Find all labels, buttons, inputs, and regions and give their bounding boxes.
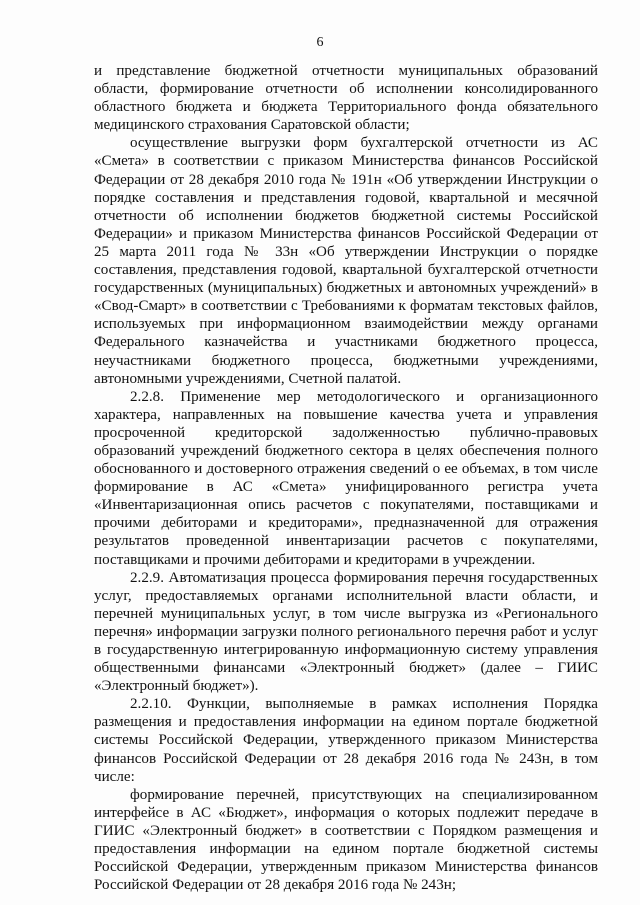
paragraph-list-formation: формирование перечней, присутствующих на специализированном интерфейсе в АС «Бюджет», информация о которых подлежит передаче в ГИИС «Электронный бюджет» в соответствии с Порядком размещения и предоставления информации на едином портале бюджетной системы Российской Федерации, утвержденным приказом Министерства финансов Российской Федерации от 28 декабря 2016 года № 243н;	[94, 786, 598, 894]
paragraph-section-2-2-9: 2.2.9. Автоматизация процесса формирования перечня государственных услуг, предоставляемых органами исполнительной власти области, и перечней муниципальных услуг, в том числе выгрузка из «Регионального перечня» информации загрузки полного регионального перечня работ и услуг в государственную интегрированную информационную систему управления общественными финансами «Электронный бюджет» (далее – ГИИС «Электронный бюджет»).	[94, 569, 598, 695]
paragraph-section-2-2-10: 2.2.10. Функции, выполняемые в рамках исполнения Порядка размещения и предоставления информации на едином портале бюджетной системы Российской Федерации, утвержденного приказом Министерства финансов Российской Федерации от 28 декабря 2016 года № 243н, в том числе:	[94, 696, 598, 785]
paragraph-section-2-2-8: 2.2.8. Применение мер методологического и организационного характера, направленных на повышение качества учета и управления просроченной кредиторской задолженностью публично-правовых образований учреждений бюджетного сектора в целях обеспечения полного обоснованного и достоверного отражения сведений о ее объемах, в том числе формирование в АС «Смета» унифицированного регистра учета «Инвентаризационная опись расчетов с покупателями, поставщиками и прочими дебиторами и кредиторами», предназначенной для отражения результатов проведенной инвентаризации расчетов с покупателями, поставщиками и прочими дебиторами и кредиторами в учреждении.	[94, 388, 598, 568]
document-body	[94, 62, 598, 894]
paragraph-reporting-export: осуществление выгрузки форм бухгалтерской отчетности из АС «Смета» в соответствии с приказом Министерства финансов Российской Федерации от 28 декабря 2010 года № 191н «Об утверждении Инструкции о порядке составления и представления годовой, квартальной и месячной отчетности об исполнении бюджетов бюджетной системы Российской Федерации» и приказом Министерства финансов Российской Федерации от 25 марта 2011 года № 33н «Об утверждении Инструкции о порядке составления, представления годовой, квартальной бухгалтерской отчетности государственных (муниципальных) бюджетных и автономных учреждений» в «Свод-Смарт» в соответствии с Требованиями к форматам текстовых файлов, используемых при информационном взаимодействии между органами Федерального казначейства и участниками бюджетного процесса, неучастниками бюджетного процесса, бюджетными учреждениями, автономными учреждениями, Счетной палатой.	[94, 135, 598, 387]
paragraph-continuation: и представление бюджетной отчетности муниципальных образований области, формирование отчетности об исполнении консолидированного областного бюджета и бюджета Территориального фонда обязательного медицинского страхования Саратовской области;	[94, 63, 598, 134]
page-number: 6	[316, 35, 324, 50]
